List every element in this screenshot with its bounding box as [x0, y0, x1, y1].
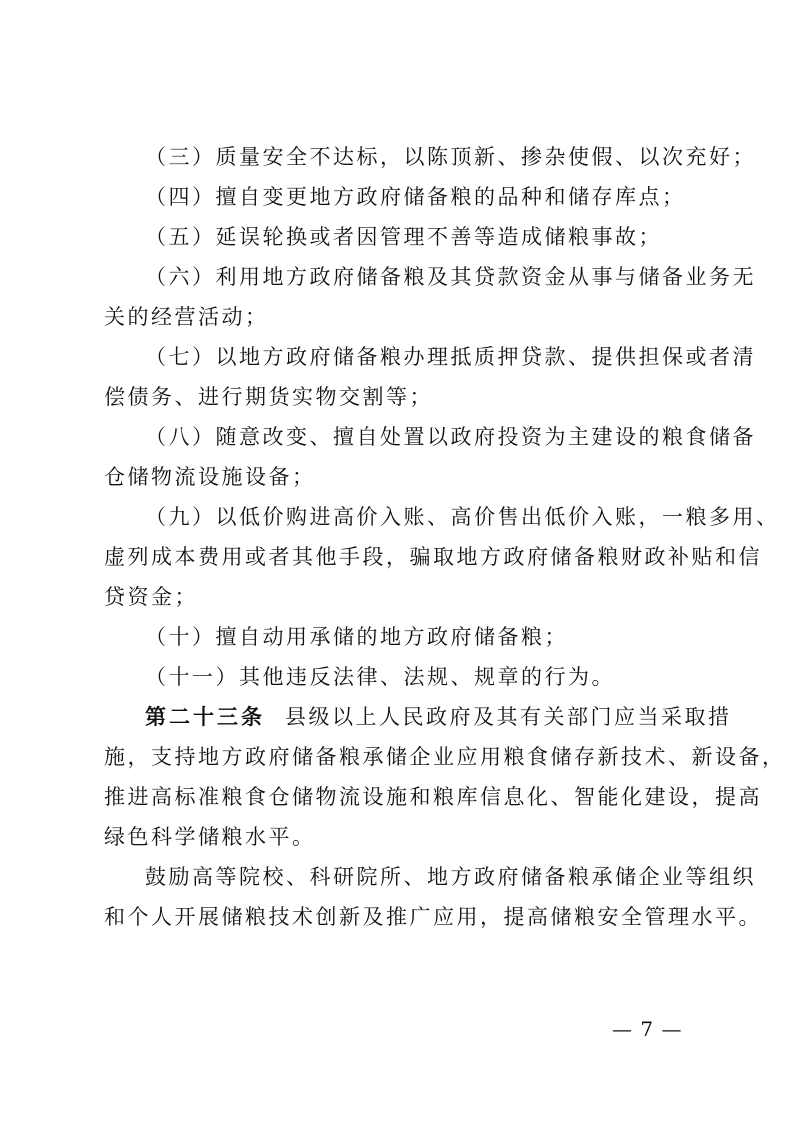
paragraph-item-5: （五）延误轮换或者因管理不善等造成储粮事故；	[145, 225, 662, 249]
paragraph-item-6-line-2: 关的经营活动；	[104, 305, 269, 329]
paragraph-item-7-line-2: 偿债务、进行期货实物交割等；	[104, 385, 433, 409]
paragraph-item-4: （四）擅自变更地方政府储备粮的品种和储存库点；	[145, 185, 686, 209]
paragraph-item-6-line-1: （六）利用地方政府储备粮及其贷款资金从事与储备业务无	[145, 265, 756, 289]
encourage-paragraph-line-2: 和个人开展储粮技术创新及推广应用，提高储粮安全管理水平。	[104, 905, 762, 929]
encourage-paragraph-line-1: 鼓励高等院校、科研院所、地方政府储备粮承储企业等组织	[145, 865, 756, 889]
article-heading: 第二十三条	[145, 704, 265, 729]
paragraph-item-9-line-3: 贷资金；	[104, 585, 198, 609]
paragraph-item-7-line-1: （七）以地方政府储备粮办理抵质押贷款、提供担保或者清	[145, 345, 756, 369]
paragraph-item-11: （十一）其他违反法律、法规、规章的行为。	[145, 665, 615, 689]
paragraph-item-8-line-2: 仓储物流设施设备；	[104, 465, 316, 489]
article-23-line-2: 施，支持地方政府储备粮承储企业应用粮食储存新技术、新设备，	[104, 745, 786, 769]
article-23-line-3: 推进高标准粮食仓储物流设施和粮库信息化、智能化建设，提高	[104, 785, 762, 809]
paragraph-item-9-line-2: 虚列成本费用或者其他手段，骗取地方政府储备粮财政补贴和信	[104, 545, 762, 569]
article-23-line-4: 绿色科学储粮水平。	[104, 825, 316, 849]
paragraph-item-10: （十）擅自动用承储的地方政府储备粮；	[145, 625, 568, 649]
paragraph-item-3: （三）质量安全不达标，以陈顶新、掺杂使假、以次充好；	[145, 145, 756, 169]
page-number: — 7 —	[612, 1017, 683, 1041]
paragraph-item-9-line-1: （九）以低价购进高价入账、高价售出低价入账，一粮多用、	[145, 505, 780, 529]
paragraph-item-8-line-1: （八）随意改变、擅自处置以政府投资为主建设的粮食储备	[145, 425, 756, 449]
article-23-line-1: 县级以上人民政府及其有关部门应当采取措	[285, 705, 732, 729]
